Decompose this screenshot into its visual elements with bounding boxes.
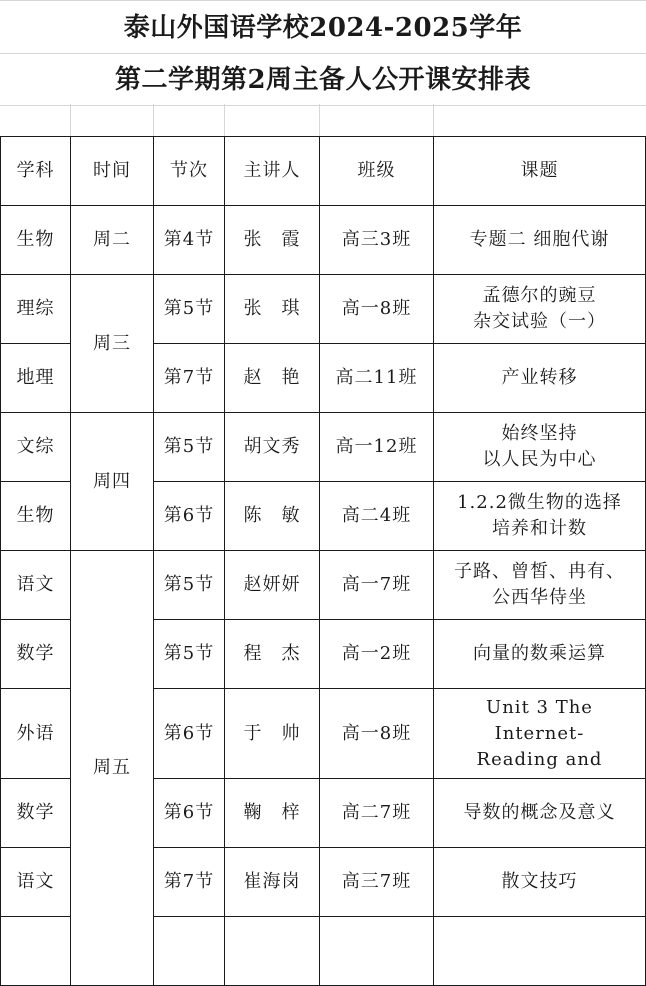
title-band: [0, 0, 646, 105]
day-cell: 周二: [71, 206, 154, 275]
period-cell: 第5节: [154, 275, 225, 344]
class-cell: 高三3班: [320, 206, 434, 275]
class-cell: 高一12班: [320, 413, 434, 482]
topic-cell: Unit 3 The Internet- Reading and: [476, 696, 603, 770]
subject-cell: 语文: [1, 551, 71, 620]
period-cell: 第4节: [154, 206, 225, 275]
class-cell: 高二11班: [320, 344, 434, 413]
speaker-cell: 胡文秀: [225, 413, 320, 482]
period-cell: 第6节: [154, 689, 225, 779]
class-cell: 高一8班: [320, 275, 434, 344]
period-cell: 第5节: [154, 551, 225, 620]
speaker-cell: 崔海岗: [225, 848, 320, 917]
speaker-cell: 赵妍妍: [225, 551, 320, 620]
topic-cell: 产业转移: [434, 344, 646, 413]
subject-cell: 地理: [1, 344, 71, 413]
period-cell: 第5节: [154, 413, 225, 482]
speaker-cell: 张 琪: [225, 275, 320, 344]
speaker-cell: 赵 艳: [225, 344, 320, 413]
table-row: [1, 206, 646, 275]
topic-cell: 孟德尔的豌豆 杂交试验（一）: [434, 275, 646, 344]
period-cell: 第6节: [154, 779, 225, 848]
empty-cell: [320, 917, 434, 986]
header-subject: 学科: [1, 137, 71, 206]
class-cell: 高一2班: [320, 620, 434, 689]
header-class: 班级: [320, 137, 434, 206]
topic-cell: 始终坚持 以人民为中心: [434, 413, 646, 482]
topic-cell: 1.2.2微生物的选择 培养和计数: [434, 482, 646, 551]
subject-cell: 数学: [1, 779, 71, 848]
empty-cell: [1, 917, 71, 986]
school-year-title: 泰山外国语学校2024-2025学年: [0, 3, 646, 54]
period-cell: 第5节: [154, 620, 225, 689]
class-cell: 高二4班: [320, 482, 434, 551]
day-cell: 周三: [71, 275, 154, 413]
header-period: 节次: [154, 137, 225, 206]
table-row: [1, 551, 646, 620]
class-cell: 高一8班: [320, 689, 434, 779]
header-row: [1, 137, 646, 206]
speaker-cell: 鞠 梓: [225, 779, 320, 848]
subject-cell: 外语: [1, 689, 71, 779]
schedule-title: 第二学期第2周主备人公开课安排表: [0, 55, 646, 106]
subject-cell: 生物: [1, 206, 71, 275]
header-time: 时间: [71, 137, 154, 206]
header-speaker: 主讲人: [225, 137, 320, 206]
class-cell: 高二7班: [320, 779, 434, 848]
period-cell: 第6节: [154, 482, 225, 551]
spacer-row: [0, 104, 646, 136]
empty-cell: [154, 917, 225, 986]
topic-cell: 子路、曾皙、冉有、 公西华侍坐: [434, 551, 646, 620]
speaker-cell: 于 帅: [225, 689, 320, 779]
topic-cell: 导数的概念及意义: [434, 779, 646, 848]
subject-cell: 文综: [1, 413, 71, 482]
speaker-cell: 程 杰: [225, 620, 320, 689]
topic-cell: 向量的数乘运算: [434, 620, 646, 689]
header-topic: 课题: [434, 137, 646, 206]
class-cell: 高三7班: [320, 848, 434, 917]
topic-cell-wrapper: [434, 689, 646, 779]
day-cell: 周四: [71, 413, 154, 551]
period-cell: 第7节: [154, 344, 225, 413]
empty-cell: [434, 917, 646, 986]
subject-cell: 数学: [1, 620, 71, 689]
subject-cell: 理综: [1, 275, 71, 344]
class-cell: 高一7班: [320, 551, 434, 620]
table-row: [1, 413, 646, 482]
table-row: [1, 275, 646, 344]
empty-cell: [225, 917, 320, 986]
topic-cell: 专题二 细胞代谢: [434, 206, 646, 275]
topic-cell: 散文技巧: [434, 848, 646, 917]
day-cell: 周五: [71, 551, 154, 986]
subject-cell: 语文: [1, 848, 71, 917]
schedule-table: [0, 136, 646, 986]
period-cell: 第7节: [154, 848, 225, 917]
speaker-cell: 陈 敏: [225, 482, 320, 551]
speaker-cell: 张 霞: [225, 206, 320, 275]
subject-cell: 生物: [1, 482, 71, 551]
